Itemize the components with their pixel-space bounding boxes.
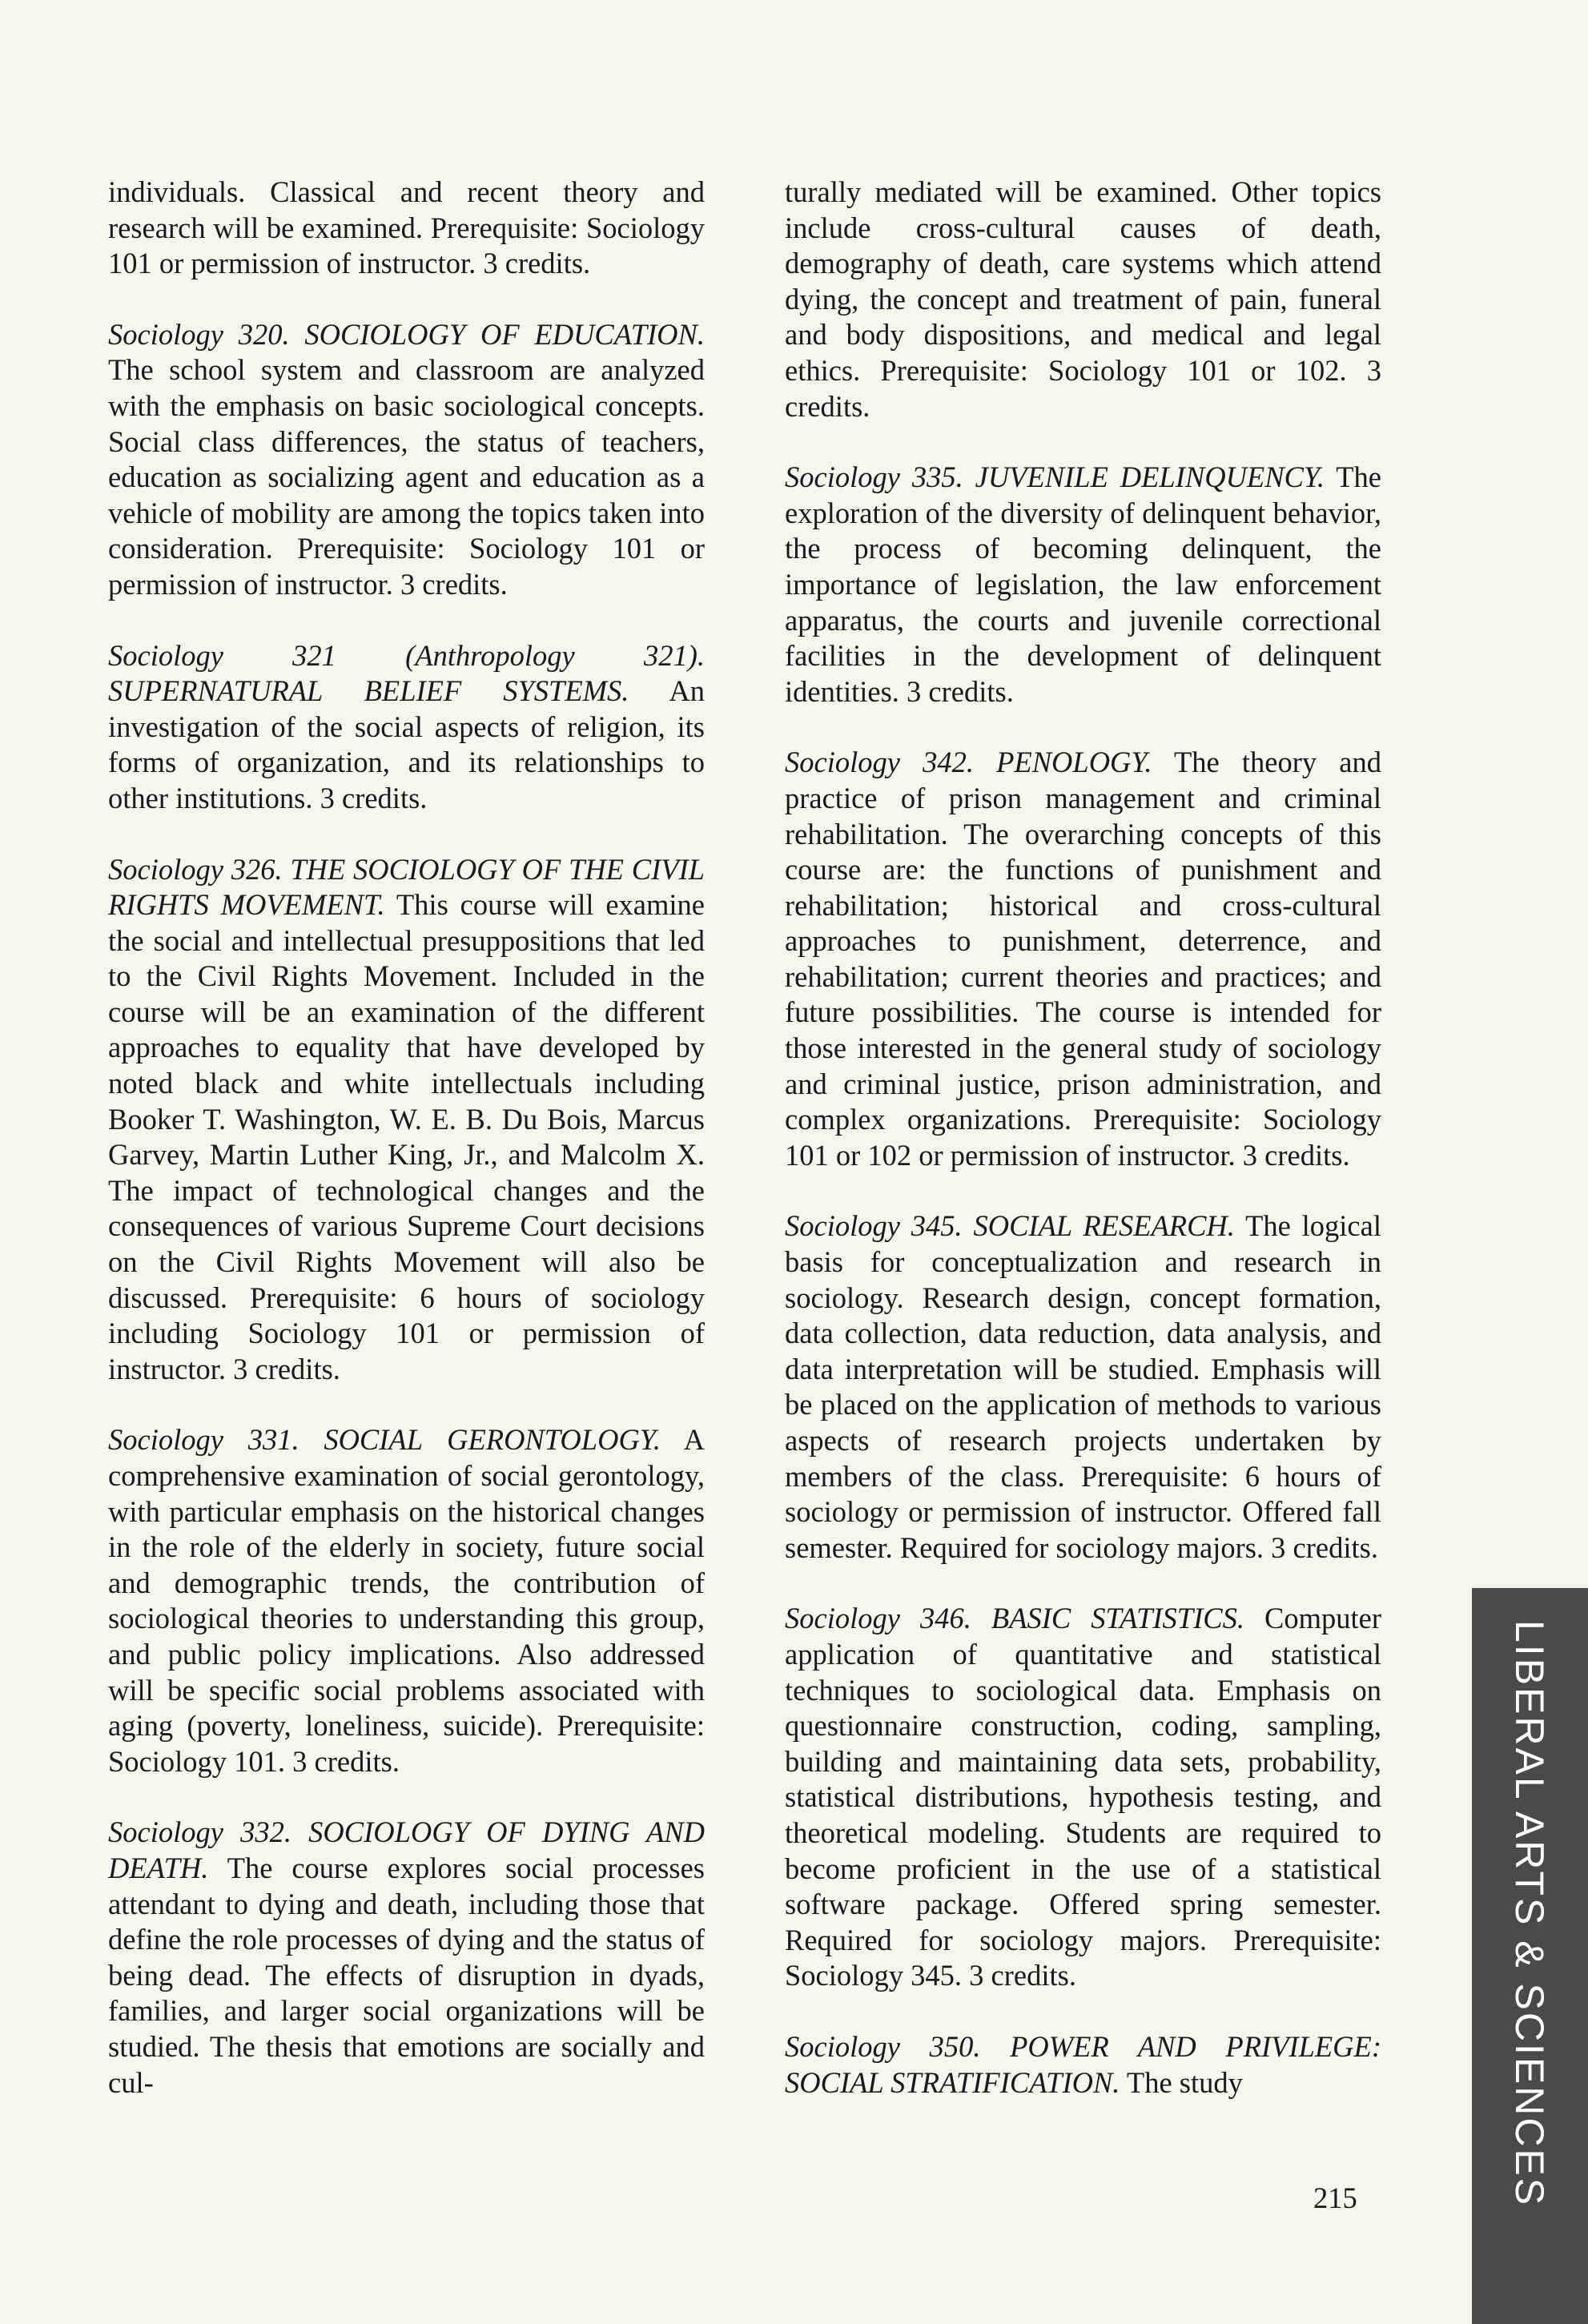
course-heading: Sociology 342. PENOLOGY.	[785, 746, 1152, 779]
section-side-tab-label: LIBERAL ARTS & SCIENCES	[1507, 1620, 1552, 2208]
course-description: Computer application of quantitative and statistical techniques to sociological data. Emphasis on questionnaire construction, coding, sampling, building and maintaining data sets, probability, statistical distributions, hypothesis testing, and theoretical modeling. Students are required to become proficient in the use of a statistical software package. Offered spring semester. Required for sociology majors. Prerequisite: Sociology 345. 3 credits.	[785, 1602, 1382, 1992]
course-entry	[785, 1208, 1381, 1566]
course-entry	[785, 175, 1381, 424]
course-description: This course will examine the social and intellectual presuppositions that led to the Civil Rights Movement. Included in the course will be an examination of the different approaches to equality that have developed by noted black and white intellectuals including Booker T. Washington, W. E. B. Du Bois, Marcus Garvey, Martin Luther King, Jr., and Malcolm X. The impact of technological changes and the consequences of various Supreme Court decisions on the Civil Rights Movement will also be discussed. Prerequisite: 6 hours of sociology including Sociology 101 or permission of instructor. 3 credits.	[108, 888, 705, 1385]
page-number: 215	[1313, 2181, 1357, 2214]
course-description: The logical basis for conceptualization and research in sociology. Research design, concept formation, data collection, data reduction, data analysis, and data interpretation will be studied. Emphasis will be placed on the application of methods to various aspects of research projects undertaken by members of the class. Prerequisite: 6 hours of sociology or permission of instructor. Offered fall semester. Required for sociology majors. 3 credits.	[785, 1209, 1381, 1564]
course-description: The study	[1120, 2065, 1243, 2099]
course-entry	[785, 1601, 1381, 1994]
course-entry	[108, 1422, 705, 1779]
course-entry	[108, 317, 705, 603]
right-column	[785, 175, 1381, 2136]
left-column	[108, 175, 705, 2136]
course-entry	[108, 638, 705, 817]
course-entry	[785, 460, 1381, 710]
course-description: A comprehensive examination of social gerontology, with particular emphasis on the historical changes in the role of the elderly in society, future social and demographic trends, the contribution of sociological theories to understanding this group, and public policy implications. Also addressed will be specific social problems associated with aging (poverty, loneliness, suicide). Prerequisite: Sociology 101. 3 credits.	[108, 1423, 705, 1778]
course-description: An investigation of the social aspects of religion, its forms of organization, and its relationships to other institutions. 3 credits.	[108, 674, 705, 814]
section-side-tab	[1472, 1588, 1588, 2324]
course-description: The theory and practice of prison management and criminal rehabilitation. The overarching concepts of this course are: the functions of punishment and rehabilitation; historical and cross-cultural approaches to punishment, deterrence, and rehabilitation; current theories and practices; and future possibilities. The course is intended for those interested in the general study of sociology and criminal justice, prison administration, and complex organizations. Prerequisite: Sociology 101 or 102 or permission of instructor. 3 credits.	[785, 746, 1381, 1172]
course-description: The course explores social processes attendant to dying and death, including those that define the role processes of dying and the status of being dead. The effects of disruption in dyads, families, and larger social organizations will be studied. The thesis that emotions are socially and cul-	[108, 1851, 705, 2099]
course-heading: Sociology 332. SOCIOLOGY OF DYING AND DEATH.	[108, 1815, 705, 1884]
course-entry	[108, 175, 705, 282]
course-entry	[785, 745, 1381, 1173]
course-description: turally mediated will be examined. Other topics include cross-cultural causes of death, demography of death, care systems which attend dying, the concept and treatment of pain, funeral and body dispositions, and medical and legal ethics. Prerequisite: Sociology 101 or 102. 3 credits.	[785, 175, 1381, 423]
course-heading: Sociology 346. BASIC STATISTICS.	[785, 1602, 1244, 1635]
course-heading: Sociology 321 (Anthropology 321). SUPERNATURAL BELIEF SYSTEMS.	[108, 638, 705, 708]
course-heading: Sociology 326. THE SOCIOLOGY OF THE CIVIL RIGHTS MOVEMENT.	[108, 852, 705, 922]
course-entry	[108, 852, 705, 1388]
course-heading: Sociology 350. POWER AND PRIVILEGE: SOCIAL STRATIFICATION.	[785, 2029, 1381, 2099]
course-heading: Sociology 335. JUVENILE DELINQUENCY.	[785, 460, 1325, 494]
course-description: individuals. Classical and recent theory and research will be examined. Prerequisite: Sociology 101 or permission of instructor. 3 credits.	[108, 175, 705, 280]
course-heading: Sociology 345. SOCIAL RESEARCH.	[785, 1209, 1235, 1243]
course-description: The exploration of the diversity of delinquent behavior, the process of becoming delinquent, the importance of legislation, the law enforcement apparatus, the courts and juvenile correctional facilities in the development of delinquent identities. 3 credits.	[785, 460, 1381, 708]
course-entry	[785, 2029, 1381, 2101]
course-heading: Sociology 320. SOCIOLOGY OF EDUCATION.	[108, 317, 705, 351]
course-heading: Sociology 331. SOCIAL GERONTOLOGY.	[108, 1423, 661, 1457]
course-entry	[108, 1815, 705, 2101]
course-description: The school system and classroom are analyzed with the emphasis on basic sociological concepts. Social class differences, the status of teachers, education as socializing agent and education as a vehicle of mobility are among the topics taken into consideration. Prerequisite: Sociology 101 or permission of instructor. 3 credits.	[108, 353, 705, 601]
